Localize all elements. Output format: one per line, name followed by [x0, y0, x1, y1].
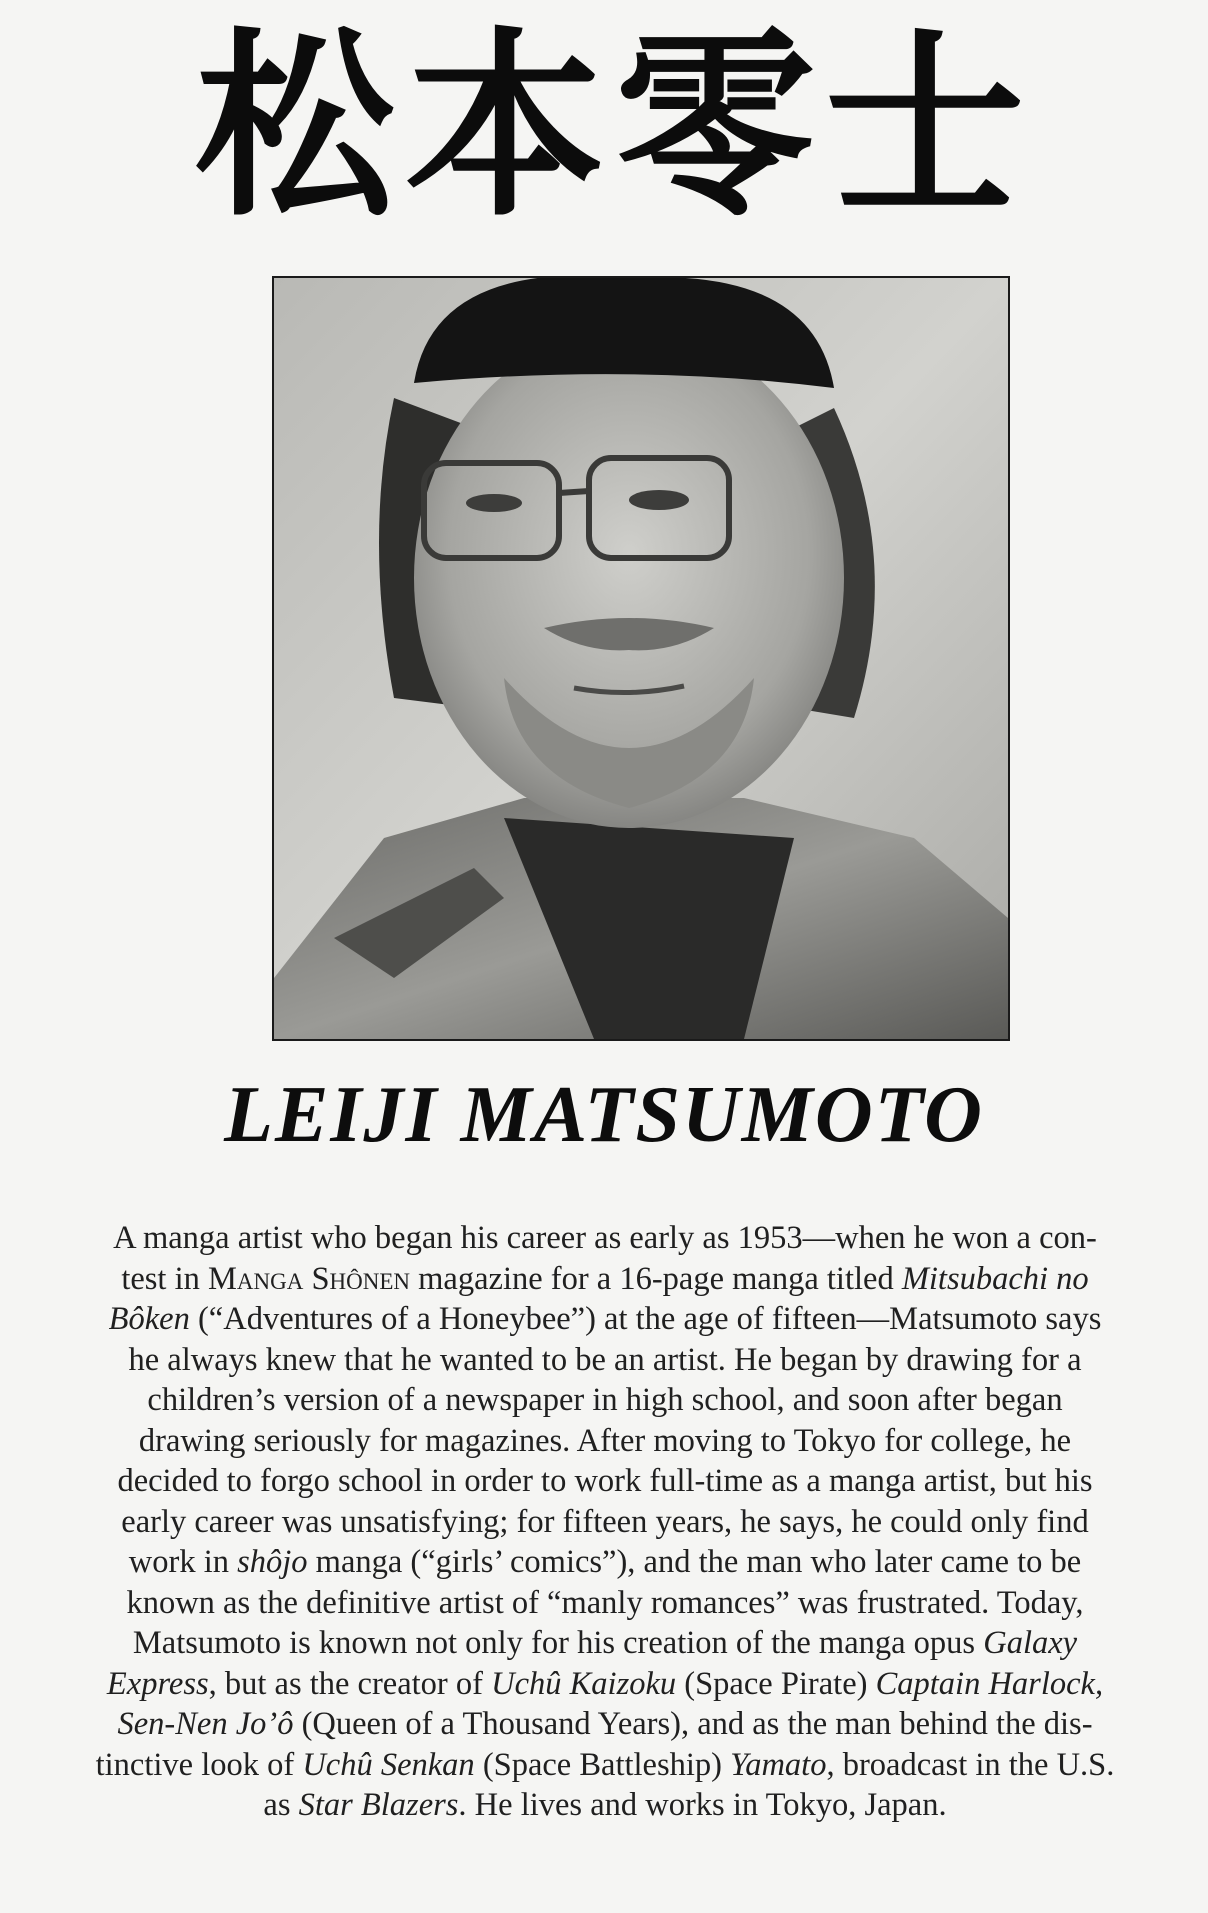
kanji-name-title: 松本零士: [194, 11, 1035, 244]
bio-text: known as the definitive artist of “manly romances” was frustrated. Today,: [126, 1584, 1084, 1621]
bio-line: [55, 1542, 1155, 1583]
bio-text: decided to forgo school in order to work full-time as a manga artist, but his: [117, 1463, 1093, 1499]
bio-text: magazine for a 16-page manga titled: [410, 1260, 902, 1297]
bio-line: [55, 1623, 1155, 1664]
bio-line: [55, 1785, 1155, 1826]
bio-text: tinctive look of: [95, 1746, 303, 1783]
bio-text: he always knew that he wanted to be an artist. He began by drawing for a: [128, 1341, 1082, 1378]
bio-text: (“Adventures of a Honeybee”) at the age of fifteen—Matsumoto says: [189, 1301, 1102, 1337]
bio-text: (Queen of a Thousand Years), and as the man behind the dis-: [293, 1706, 1093, 1742]
bio-italic-title: Star Blazers: [298, 1787, 459, 1823]
bio-italic-title: Bôken: [108, 1301, 190, 1337]
bio-magazine-name: Manga Shônen: [207, 1260, 411, 1297]
bio-line: [55, 1259, 1155, 1300]
bio-line: [55, 1664, 1155, 1705]
bio-line: [55, 1299, 1155, 1340]
bio-line: [55, 1218, 1155, 1259]
bio-line: [55, 1461, 1155, 1502]
bio-line: [55, 1583, 1155, 1624]
bio-line: [55, 1745, 1155, 1786]
bio-text: children’s version of a newspaper in high school, and soon after began: [147, 1382, 1063, 1418]
bio-text: work in: [128, 1544, 238, 1580]
bio-italic-title: Uchû Senkan: [302, 1746, 475, 1783]
bio-text: manga (“girls’ comics”), and the man who later came to be: [307, 1544, 1082, 1580]
bio-italic-title: Sen-Nen Jo’ô: [117, 1706, 294, 1742]
bio-line: [55, 1704, 1155, 1745]
artist-name-heading: LEIJI MATSUMOTO: [224, 1071, 984, 1159]
bio-text: (Space Pirate): [676, 1665, 876, 1702]
bio-italic-title: Mitsubachi no: [901, 1260, 1089, 1297]
bio-text: drawing seriously for magazines. After moving to Tokyo for college, he: [138, 1422, 1072, 1459]
bio-text: test in: [121, 1260, 208, 1297]
bio-italic-title: Yamato: [730, 1746, 827, 1783]
bio-text: . He lives and works in Tokyo, Japan.: [458, 1787, 947, 1823]
bio-text: , broadcast in the U.S.: [826, 1746, 1115, 1783]
portrait-photo: [272, 276, 1010, 1041]
bio-line: [55, 1502, 1155, 1543]
bio-line: [55, 1421, 1155, 1462]
bio-text: , but as the creator of: [208, 1665, 492, 1702]
bio-text: as: [263, 1787, 299, 1823]
bio-text: (Space Battleship): [474, 1746, 731, 1783]
bio-italic-title: Uchû Kaizoku: [491, 1665, 677, 1702]
bio-text: early career was unsatisfying; for fifteen years, he says, he could only find: [121, 1503, 1089, 1540]
bio-italic-title: Express: [106, 1665, 209, 1702]
biography-paragraph: [55, 1218, 1155, 1826]
bio-line: [55, 1340, 1155, 1381]
bio-italic-title: Galaxy: [983, 1625, 1078, 1661]
bio-italic-title: Captain Harlock,: [875, 1665, 1104, 1702]
bio-italic-title: shôjo: [237, 1544, 308, 1580]
bio-line: [55, 1380, 1155, 1421]
portrait-illustration: [274, 278, 1008, 1039]
bio-text: A manga artist who began his career as early as 1953—when he won a con-: [113, 1220, 1097, 1256]
bio-text: Matsumoto is known not only for his creation of the manga opus: [132, 1625, 984, 1661]
